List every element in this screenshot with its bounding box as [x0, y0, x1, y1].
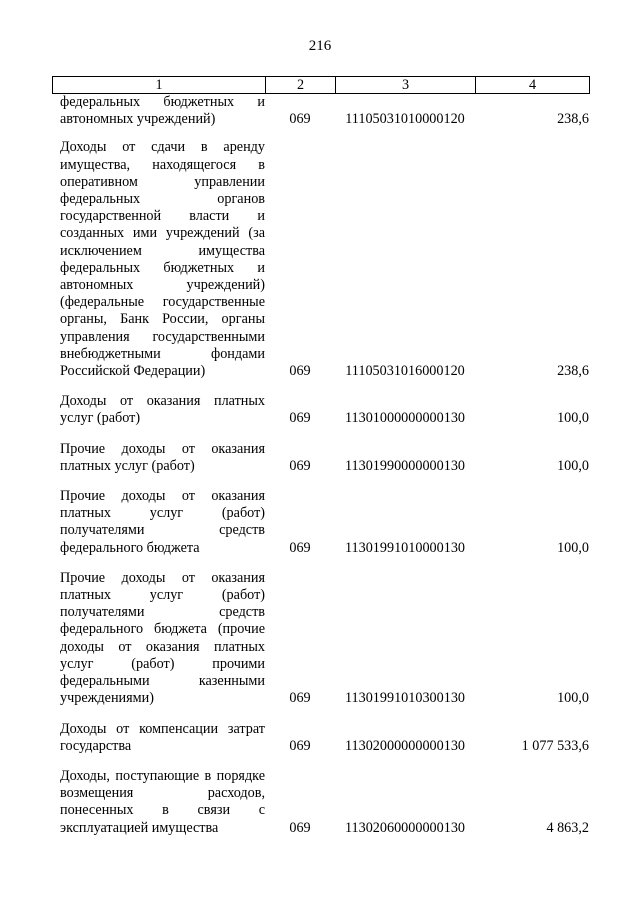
kbk-code: 11105031010000120 [345, 111, 465, 128]
admin-code: 069 [289, 363, 311, 380]
kbk-code: 11301991010000130 [344, 539, 466, 556]
kbk-code: 11302060000000130 [344, 819, 466, 836]
amount: 4 863,2 [546, 819, 589, 836]
admin-code: 069 [289, 410, 311, 427]
table-row [52, 721, 589, 755]
income-name: Доходы от сдачи в аренду имущества, находящегося в оперативном управлении федеральных органов государственной власти и созданных ими учреждений (за исключением имущества федеральных бюджетных и автономных учреждений) (федеральные государственные органы, Банк России, органы управления государственными внебюджетными фондами Российской Федерации) [60, 139, 265, 380]
admin-code: 069 [289, 457, 311, 474]
table-row [52, 139, 589, 380]
page-number: 216 [308, 38, 332, 54]
admin-code: 069 [289, 737, 311, 754]
kbk-code: 11105031016000120 [345, 363, 465, 380]
table-row [52, 94, 589, 128]
amount: 1 077 533,6 [521, 737, 589, 754]
income-name: федеральных бюджетных и автономных учреждений) [60, 94, 265, 128]
column-header-table [52, 76, 590, 94]
amount: 238,6 [557, 363, 589, 380]
amount: 100,0 [557, 457, 589, 474]
table-row [52, 441, 589, 475]
kbk-code: 11301990000000130 [344, 457, 466, 474]
amount: 238,6 [557, 111, 589, 128]
column-header-1: 1 [53, 77, 266, 94]
income-name: Доходы, поступающие в порядке возмещения расходов, понесенных в связи с эксплуатацией имущества [60, 767, 265, 836]
admin-code: 069 [289, 819, 311, 836]
column-header-3: 3 [336, 77, 476, 94]
amount: 100,0 [557, 690, 589, 707]
column-header-row [53, 77, 590, 94]
table-row [52, 488, 589, 557]
admin-code: 069 [289, 539, 311, 556]
kbk-code: 11301991010300130 [344, 690, 466, 707]
income-name: Доходы от компенсации затрат государства [60, 720, 265, 754]
table-row [52, 570, 589, 708]
income-name: Прочие доходы от оказания платных услуг (работ) получателями средств федерального бюджета [60, 488, 265, 556]
column-header-4: 4 [476, 77, 590, 94]
income-name: Прочие доходы от оказания платных услуг (работ) получателями средств федерального бюджета (прочие доходы от оказания платных услуг (работ) прочими федеральными казенными учреждениями) [60, 569, 265, 707]
income-name: Прочие доходы от оказания платных услуг (работ) [60, 440, 265, 474]
kbk-code: 11302000000000130 [344, 737, 466, 754]
income-name: Доходы от оказания платных услуг (работ) [60, 393, 265, 427]
table-row [52, 393, 589, 427]
column-header-2: 2 [266, 77, 336, 94]
kbk-code: 11301000000000130 [344, 410, 466, 427]
admin-code: 069 [289, 111, 311, 128]
amount: 100,0 [557, 410, 589, 427]
budget-table-body [52, 94, 589, 850]
amount: 100,0 [557, 539, 589, 556]
admin-code: 069 [289, 690, 311, 707]
table-row [52, 768, 589, 837]
